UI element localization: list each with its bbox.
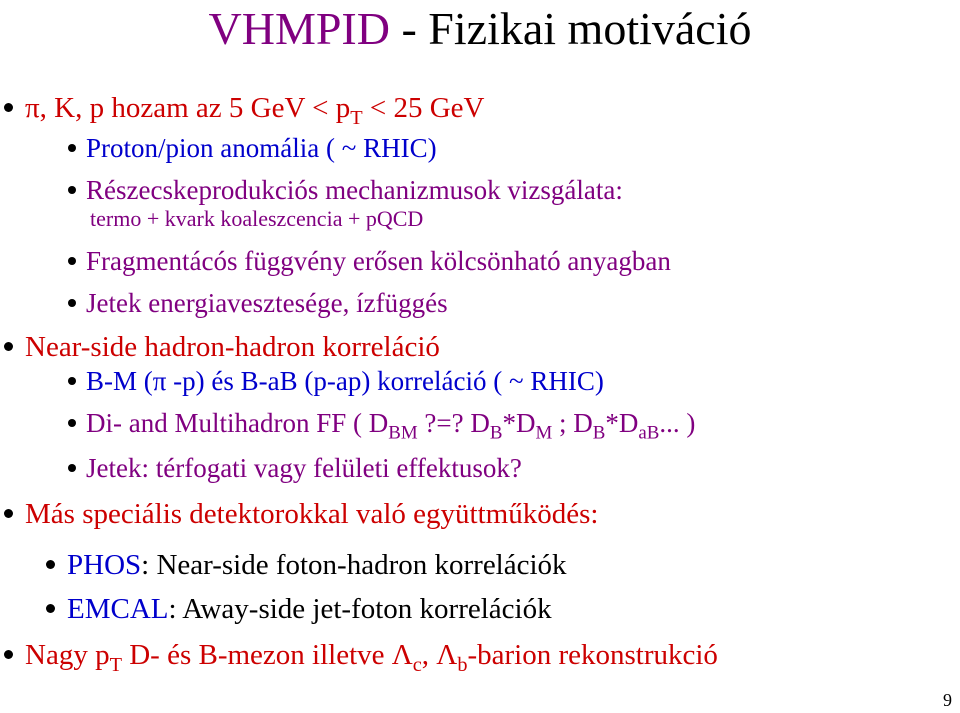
bullet-icon	[68, 257, 76, 265]
bullet-icon	[46, 560, 55, 569]
list-item: Részecskeprodukciós mechanizmusok vizsgálata:	[68, 177, 623, 204]
bullet-icon	[4, 650, 13, 659]
list-item: Di- and Multihadron FF ( $D_{BM}$ ?=? $D_B*D_M$ ; $D_B*D_{aB}$... )	[68, 410, 695, 437]
bullet-icon	[4, 103, 13, 112]
bullet-icon	[46, 604, 55, 613]
list-item: Near-side hadron-hadron korreláció	[4, 333, 440, 362]
list-item: PHOS: Near-side foton-hadron korrelációk	[46, 551, 567, 580]
bullet-icon	[68, 377, 76, 385]
title-brand: VHMPID	[208, 3, 390, 54]
bullet-icon	[4, 342, 13, 351]
page-number: 9	[943, 690, 952, 710]
list-item: Proton/pion anomália ( ~ RHIC)	[68, 135, 437, 162]
list-item: B-M (π -p) és B-aB (p-ap) korreláció ( ~ RHIC)	[68, 368, 604, 395]
list-item: Jetek: térfogati vagy felületi effektusok?	[68, 455, 522, 482]
list-item: Más speciális detektorokkal való együttműködés:	[4, 500, 598, 529]
list-item: EMCAL: Away-side jet-foton korrelációk	[46, 595, 552, 624]
list-item: Jetek energiavesztesége, ízfüggés	[68, 290, 448, 317]
bullet-icon	[68, 419, 76, 427]
bullet-icon	[68, 299, 76, 307]
title-rest: - Fizikai motiváció	[389, 3, 752, 54]
bullet-icon	[68, 464, 76, 472]
list-item: π, K, p hozam az 5 GeV < $p_T < 25$ GeV	[4, 94, 485, 123]
list-item-continuation: termo + kvark koaleszcencia + pQCD	[90, 206, 424, 231]
bullet-icon	[68, 144, 76, 152]
bullet-icon	[68, 186, 76, 194]
list-item: Fragmentácós függvény erősen kölcsönható anyagban	[68, 248, 671, 275]
list-item: Nagy $p_T$ D- és B-mezon illetve $\Lambda_c$, $\Lambda_b$-barion rekonstrukció	[4, 641, 718, 670]
bullet-icon	[4, 509, 13, 518]
slide-title	[0, 2, 960, 56]
